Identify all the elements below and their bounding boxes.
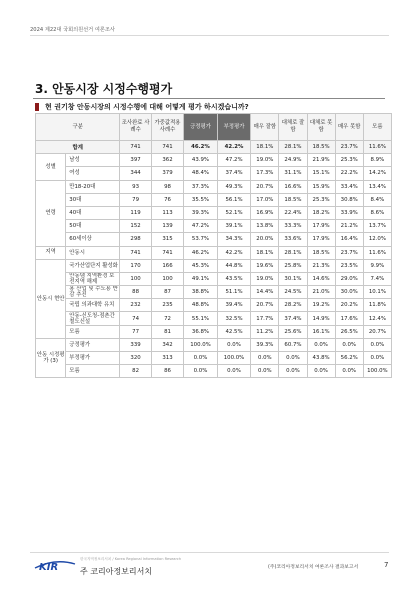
survey-results-table bbox=[35, 113, 392, 378]
row-label: 만18-20대 bbox=[66, 180, 120, 193]
row-group-label: 지역 bbox=[36, 246, 66, 259]
table-cell: 9.9% bbox=[363, 259, 391, 272]
column-header: 긍정평가 bbox=[184, 114, 218, 141]
table-cell: 30.8% bbox=[335, 193, 363, 206]
table-cell: 14.9% bbox=[307, 312, 335, 325]
table-cell: 100.0% bbox=[184, 338, 218, 351]
table-cell: 0.0% bbox=[363, 352, 391, 365]
table-cell: 93 bbox=[120, 180, 151, 193]
table-cell: 13.4% bbox=[363, 180, 391, 193]
table-cell: 100.0% bbox=[363, 365, 391, 378]
company-name: 주 코리아정보리서치 bbox=[80, 567, 153, 576]
table-cell: 87 bbox=[151, 286, 183, 299]
title-divider bbox=[33, 98, 385, 99]
table-cell: 0.0% bbox=[217, 338, 251, 351]
table-row bbox=[36, 338, 392, 351]
table-cell: 339 bbox=[120, 338, 151, 351]
table-cell: 72 bbox=[151, 312, 183, 325]
table-cell: 10.1% bbox=[363, 286, 391, 299]
table-cell: 19.6% bbox=[251, 259, 279, 272]
table-cell: 344 bbox=[120, 167, 151, 180]
table-cell: 16.9% bbox=[251, 206, 279, 219]
table-cell: 42.2% bbox=[217, 246, 251, 259]
table-cell: 19.0% bbox=[251, 272, 279, 285]
table-cell: 11.8% bbox=[363, 299, 391, 312]
table-cell: 100 bbox=[151, 272, 183, 285]
table-cell: 20.2% bbox=[335, 299, 363, 312]
table-row bbox=[36, 272, 392, 285]
table-cell: 20.0% bbox=[251, 233, 279, 246]
table-row bbox=[36, 299, 392, 312]
table-cell: 232 bbox=[120, 299, 151, 312]
footer-report-title: (주)코리아정보리서치 여론조사 결과보고서 bbox=[268, 565, 359, 570]
table-cell: 19.0% bbox=[251, 154, 279, 167]
table-cell: 46.2% bbox=[184, 246, 218, 259]
table-cell: 235 bbox=[151, 299, 183, 312]
column-header: 모름 bbox=[363, 114, 391, 141]
row-label: 30대 bbox=[66, 193, 120, 206]
column-header: 가중값적용 사례수 bbox=[151, 114, 183, 141]
table-row bbox=[36, 365, 392, 378]
table-cell: 21.9% bbox=[307, 154, 335, 167]
table-cell: 17.7% bbox=[251, 312, 279, 325]
table-cell: 79 bbox=[120, 193, 151, 206]
table-cell: 113 bbox=[151, 206, 183, 219]
table-cell: 31.1% bbox=[279, 167, 307, 180]
table-row bbox=[36, 246, 392, 259]
table-cell: 18.5% bbox=[307, 246, 335, 259]
table-cell: 22.4% bbox=[279, 206, 307, 219]
table-cell: 22.2% bbox=[335, 167, 363, 180]
table-cell: 56.2% bbox=[335, 352, 363, 365]
table-cell: 0.0% bbox=[251, 352, 279, 365]
table-cell: 81 bbox=[151, 325, 183, 338]
table-cell: 43.5% bbox=[217, 272, 251, 285]
table-cell: 8.4% bbox=[363, 193, 391, 206]
table-cell: 88 bbox=[120, 286, 151, 299]
table-cell: 16.6% bbox=[279, 180, 307, 193]
kir-logo-icon bbox=[33, 556, 77, 572]
table-cell: 37.4% bbox=[279, 312, 307, 325]
table-cell: 47.2% bbox=[184, 220, 218, 233]
table-cell: 342 bbox=[151, 338, 183, 351]
table-cell: 315 bbox=[151, 233, 183, 246]
table-row bbox=[36, 193, 392, 206]
table-cell: 39.4% bbox=[217, 299, 251, 312]
table-cell: 86 bbox=[151, 365, 183, 378]
table-cell: 166 bbox=[151, 259, 183, 272]
table-cell: 11.2% bbox=[251, 325, 279, 338]
table-cell: 0.0% bbox=[363, 338, 391, 351]
column-header: 조사완료 사례수 bbox=[120, 114, 151, 141]
row-group-label: 성별 bbox=[36, 154, 66, 180]
table-cell: 741 bbox=[151, 141, 183, 154]
header-divider bbox=[30, 35, 389, 36]
table-cell: 23.7% bbox=[335, 141, 363, 154]
table-cell: 12.0% bbox=[363, 233, 391, 246]
footer-divider bbox=[30, 552, 389, 553]
table-cell: 56.1% bbox=[217, 193, 251, 206]
table-cell: 20.7% bbox=[251, 180, 279, 193]
table-row bbox=[36, 325, 392, 338]
table-cell: 30.0% bbox=[335, 286, 363, 299]
table-cell: 741 bbox=[120, 246, 151, 259]
table-cell: 35.5% bbox=[184, 193, 218, 206]
table-cell: 0.0% bbox=[184, 352, 218, 365]
table-cell: 43.9% bbox=[184, 154, 218, 167]
table-row bbox=[36, 167, 392, 180]
table-cell: 37.4% bbox=[217, 167, 251, 180]
table-cell: 0.0% bbox=[217, 365, 251, 378]
table-cell: 42.5% bbox=[217, 325, 251, 338]
table-cell: 17.0% bbox=[251, 193, 279, 206]
table-cell: 18.1% bbox=[251, 246, 279, 259]
table-cell: 47.2% bbox=[217, 154, 251, 167]
table-cell: 21.2% bbox=[335, 220, 363, 233]
table-cell: 19.2% bbox=[307, 299, 335, 312]
table-cell: 55.1% bbox=[184, 312, 218, 325]
table-cell: 313 bbox=[151, 352, 183, 365]
table-cell: 15.9% bbox=[307, 180, 335, 193]
row-label: 모름 bbox=[66, 365, 120, 378]
table-cell: 21.3% bbox=[307, 259, 335, 272]
table-cell: 741 bbox=[151, 246, 183, 259]
table-cell: 8.6% bbox=[363, 206, 391, 219]
table-cell: 33.3% bbox=[279, 220, 307, 233]
table-row bbox=[36, 233, 392, 246]
table-cell: 0.0% bbox=[251, 365, 279, 378]
table-cell: 0.0% bbox=[335, 338, 363, 351]
table-cell: 26.5% bbox=[335, 325, 363, 338]
row-group-label: 안동 시정평가 (3) bbox=[36, 338, 66, 378]
row-label: 남성 bbox=[66, 154, 120, 167]
svg-text:KIR: KIR bbox=[39, 562, 59, 572]
table-cell: 7.4% bbox=[363, 272, 391, 285]
table-cell: 0.0% bbox=[184, 365, 218, 378]
table-cell: 14.4% bbox=[251, 286, 279, 299]
table-cell: 13.7% bbox=[363, 220, 391, 233]
table-cell: 100.0% bbox=[217, 352, 251, 365]
table-cell: 20.7% bbox=[363, 325, 391, 338]
table-cell: 60.7% bbox=[279, 338, 307, 351]
table-row bbox=[36, 220, 392, 233]
table-cell: 379 bbox=[151, 167, 183, 180]
table-cell: 24.9% bbox=[279, 154, 307, 167]
table-header-row bbox=[36, 114, 392, 141]
table-cell: 18.5% bbox=[279, 193, 307, 206]
table-cell: 49.1% bbox=[184, 272, 218, 285]
table-cell: 152 bbox=[120, 220, 151, 233]
column-header: 대체로 잘함 bbox=[279, 114, 307, 141]
table-cell: 14.6% bbox=[307, 272, 335, 285]
table-cell: 17.9% bbox=[307, 233, 335, 246]
column-header: 부정평가 bbox=[217, 114, 251, 141]
table-cell: 38.8% bbox=[184, 286, 218, 299]
row-label: 긍정평가 bbox=[66, 338, 120, 351]
table-cell: 28.2% bbox=[279, 299, 307, 312]
table-cell: 25.8% bbox=[279, 259, 307, 272]
table-cell: 18.2% bbox=[307, 206, 335, 219]
table-cell: 33.4% bbox=[335, 180, 363, 193]
table-cell: 82 bbox=[120, 365, 151, 378]
section-title: 3. 안동시장 시정수행평가 bbox=[35, 82, 173, 96]
table-cell: 34.3% bbox=[217, 233, 251, 246]
table-cell: 139 bbox=[151, 220, 183, 233]
table-cell: 0.0% bbox=[307, 365, 335, 378]
row-label: 40대 bbox=[66, 206, 120, 219]
table-cell: 0.0% bbox=[279, 352, 307, 365]
table-cell: 52.1% bbox=[217, 206, 251, 219]
question-text: 현 권기창 안동시장의 시정수행에 대해 어떻게 평가 하시겠습니까? bbox=[45, 103, 249, 111]
row-label: 모름 bbox=[66, 325, 120, 338]
table-cell: 29.0% bbox=[335, 272, 363, 285]
row-label: 60세이상 bbox=[66, 233, 120, 246]
column-header: 매우 잘함 bbox=[251, 114, 279, 141]
row-label: 국가산업단지 활성화 bbox=[66, 259, 120, 272]
table-cell: 77 bbox=[120, 325, 151, 338]
table-cell: 74 bbox=[120, 312, 151, 325]
row-label: 부정평가 bbox=[66, 352, 120, 365]
table-cell: 16.4% bbox=[335, 233, 363, 246]
row-label: 안동-신도청-점촌간 철도신설 bbox=[66, 312, 120, 325]
table-cell: 18.1% bbox=[251, 141, 279, 154]
table-cell: 23.7% bbox=[335, 246, 363, 259]
total-row bbox=[36, 141, 392, 154]
table-cell: 100 bbox=[120, 272, 151, 285]
table-cell: 48.8% bbox=[184, 299, 218, 312]
table-cell: 28.1% bbox=[279, 246, 307, 259]
company-subtitle: 한국지역정보리서치 / Korea Regional Information Research bbox=[80, 557, 182, 561]
row-label: 국립 의과대학 유치 bbox=[66, 299, 120, 312]
column-header: 매우 못함 bbox=[335, 114, 363, 141]
table-cell: 49.3% bbox=[217, 180, 251, 193]
table-cell: 21.0% bbox=[307, 286, 335, 299]
row-label: 여성 bbox=[66, 167, 120, 180]
table-cell: 98 bbox=[151, 180, 183, 193]
table-cell: 51.1% bbox=[217, 286, 251, 299]
row-label: 안동댐 지역환경 보전지역 해제 bbox=[66, 272, 120, 285]
table-cell: 30.1% bbox=[279, 272, 307, 285]
table-cell: 25.3% bbox=[335, 154, 363, 167]
table-cell: 28.1% bbox=[279, 141, 307, 154]
table-cell: 17.3% bbox=[251, 167, 279, 180]
table-cell: 15.1% bbox=[307, 167, 335, 180]
table-row bbox=[36, 154, 392, 167]
table-cell: 32.5% bbox=[217, 312, 251, 325]
row-group-label: 연령 bbox=[36, 180, 66, 246]
table-cell: 53.7% bbox=[184, 233, 218, 246]
table-row bbox=[36, 286, 392, 299]
row-label: 용 산업 및 수도용 반감 추진 bbox=[66, 286, 120, 299]
table-cell: 39.3% bbox=[251, 338, 279, 351]
table-cell: 33.9% bbox=[335, 206, 363, 219]
table-cell: 20.7% bbox=[251, 299, 279, 312]
table-cell: 33.6% bbox=[279, 233, 307, 246]
table-cell: 42.2% bbox=[217, 141, 251, 154]
table-cell: 13.8% bbox=[251, 220, 279, 233]
table-cell: 0.0% bbox=[335, 365, 363, 378]
page-number: 7 bbox=[384, 561, 389, 569]
table-cell: 320 bbox=[120, 352, 151, 365]
table-cell: 44.8% bbox=[217, 259, 251, 272]
table-cell: 48.4% bbox=[184, 167, 218, 180]
table-cell: 0.0% bbox=[279, 365, 307, 378]
table-cell: 0.0% bbox=[307, 338, 335, 351]
row-label: 50대 bbox=[66, 220, 120, 233]
table-cell: 11.6% bbox=[363, 141, 391, 154]
column-header: 구분 bbox=[36, 114, 120, 141]
table-row bbox=[36, 312, 392, 325]
table-cell: 39.1% bbox=[217, 220, 251, 233]
table-cell: 16.1% bbox=[307, 325, 335, 338]
table-cell: 362 bbox=[151, 154, 183, 167]
table-cell: 25.3% bbox=[307, 193, 335, 206]
table-cell: 17.6% bbox=[335, 312, 363, 325]
running-header: 2024 제22대 국회의원선거 여론조사 bbox=[30, 27, 115, 33]
question-marker-icon bbox=[35, 103, 39, 111]
table-cell: 14.2% bbox=[363, 167, 391, 180]
row-group-label: 안동시 현안 bbox=[36, 259, 66, 338]
table-cell: 8.9% bbox=[363, 154, 391, 167]
table-cell: 18.5% bbox=[307, 141, 335, 154]
table-cell: 39.3% bbox=[184, 206, 218, 219]
column-header: 대체로 못함 bbox=[307, 114, 335, 141]
table-row bbox=[36, 180, 392, 193]
table-cell: 37.3% bbox=[184, 180, 218, 193]
table-cell: 25.6% bbox=[279, 325, 307, 338]
table-cell: 12.4% bbox=[363, 312, 391, 325]
table-cell: 76 bbox=[151, 193, 183, 206]
table-cell: 298 bbox=[120, 233, 151, 246]
row-label: 안동시 bbox=[66, 246, 120, 259]
table-cell: 11.6% bbox=[363, 246, 391, 259]
table-cell: 170 bbox=[120, 259, 151, 272]
table-cell: 119 bbox=[120, 206, 151, 219]
table-cell: 43.8% bbox=[307, 352, 335, 365]
table-cell: 24.5% bbox=[279, 286, 307, 299]
table-cell: 36.8% bbox=[184, 325, 218, 338]
table-cell: 46.2% bbox=[184, 141, 218, 154]
table-row bbox=[36, 259, 392, 272]
table-cell: 45.3% bbox=[184, 259, 218, 272]
table-row bbox=[36, 206, 392, 219]
table-cell: 23.5% bbox=[335, 259, 363, 272]
table-cell: 17.9% bbox=[307, 220, 335, 233]
table-row bbox=[36, 352, 392, 365]
row-label: 합계 bbox=[36, 141, 120, 154]
question-heading bbox=[35, 102, 249, 112]
table-cell: 397 bbox=[120, 154, 151, 167]
table-cell: 741 bbox=[120, 141, 151, 154]
